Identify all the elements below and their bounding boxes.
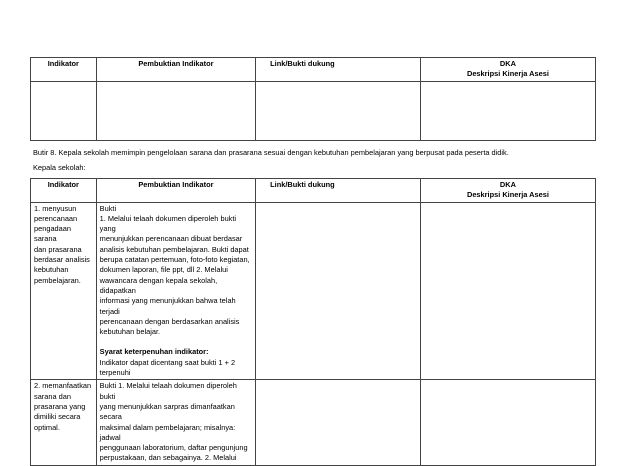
text-line: perencanaan dengan berdasarkan analisis: [99, 316, 240, 326]
text-line: prasarana yang: [34, 401, 86, 411]
text-line: yang menunjukkan sarpras dimanfaatkan secara: [99, 401, 235, 422]
table-header-row: [31, 179, 596, 203]
kepala-sekolah-label: Kepala sekolah:: [33, 163, 86, 172]
text-line: perencanaan: [34, 213, 78, 223]
table-header-row: [31, 58, 596, 82]
header-link: Link/Bukti dukung: [256, 58, 421, 82]
text-line: Bukti: [99, 203, 117, 213]
cell-indikator: [31, 380, 97, 465]
text-line: optimal.: [34, 422, 60, 432]
cell-indikator: [31, 202, 97, 380]
header-indikator: Indikator: [31, 58, 97, 82]
text-line: maksimal dalam pembelajaran; misalnya: jadwal: [99, 422, 236, 442]
text-line: dan prasarana: [34, 244, 82, 254]
cell-pembuktian: [96, 380, 255, 465]
cell-empty: [96, 81, 255, 140]
text-line: pengadaan sarana: [34, 224, 71, 244]
cell-link: [256, 202, 421, 380]
text-line: kebutuhan: [34, 265, 69, 275]
cell-dka: [420, 202, 595, 380]
text-line: berdasar analisis: [34, 255, 90, 265]
text-line: informasi yang menunjukkan bahwa telah terjadi: [99, 296, 236, 316]
text-line: wawancara dengan kepala sekolah, didapatkan: [99, 275, 218, 295]
header-pembuktian: Pembuktian Indikator: [96, 58, 255, 82]
text-line: 1. Melalui telaah dokumen diperoleh bukti yang: [99, 213, 237, 234]
header-dka-subtitle: Deskripsi Kinerja Asesi: [466, 69, 549, 79]
text-line: penggunaan laboratorium, daftar pengunjung: [99, 443, 248, 453]
table-row-empty: [31, 81, 596, 140]
header-dka-title: DKA: [499, 59, 516, 68]
assessment-table-butir-8: [30, 178, 596, 466]
text-line: berupa catatan pertemuan, foto-foto kegiatan,: [99, 255, 250, 265]
syarat-title: Syarat keterpenuhan indikator:: [99, 347, 209, 357]
text-line: perpustakaan, dan sebagainya. 2. Melalui: [99, 453, 237, 463]
header-dka-title: DKA: [499, 180, 516, 189]
spacer: [100, 337, 252, 347]
text-line: pembelajaran.: [34, 275, 81, 285]
text-line: menunjukkan perencanaan dibuat berdasar: [99, 234, 243, 244]
header-pembuktian: Pembuktian Indikator: [96, 179, 255, 203]
header-link: Link/Bukti dukung: [256, 179, 421, 203]
text-line: 2. memanfaatkan: [34, 381, 92, 391]
text-line: dimiliki secara: [34, 412, 81, 422]
header-dka: [420, 58, 595, 82]
butir-paragraph: Butir 8. Kepala sekolah memimpin pengelolaan sarana dan prasarana sesuai dengan kebutuhan pembelajaran yang berpusat pada peserta didik.: [33, 148, 509, 157]
cell-dka: [420, 380, 595, 465]
text-line: dokumen laporan, file ppt, dll 2. Melalui: [99, 265, 228, 275]
text-line: 1. menyusun: [34, 203, 77, 213]
header-indikator: Indikator: [31, 179, 97, 203]
cell-pembuktian: [96, 202, 255, 380]
text-line: terpenuhi: [99, 368, 131, 378]
table-row: [31, 202, 596, 380]
text-line: Indikator dapat dicentang saat bukti 1 + 2: [99, 357, 236, 367]
assessment-table-top: [30, 57, 596, 141]
text-line: sarana dan: [34, 391, 71, 401]
table-row: [31, 380, 596, 465]
text-line: kebutuhan belajar.: [99, 327, 161, 337]
cell-empty: [256, 81, 421, 140]
header-dka: [420, 179, 595, 203]
header-dka-subtitle: Deskripsi Kinerja Asesi: [466, 190, 549, 200]
text-line: Bukti 1. Melalui telaah dokumen diperoleh bukti: [99, 381, 237, 401]
cell-empty: [31, 81, 97, 140]
text-line: analisis kebutuhan pembelajaran. Bukti dapat: [99, 244, 249, 254]
cell-link: [256, 380, 421, 465]
cell-empty: [420, 81, 595, 140]
